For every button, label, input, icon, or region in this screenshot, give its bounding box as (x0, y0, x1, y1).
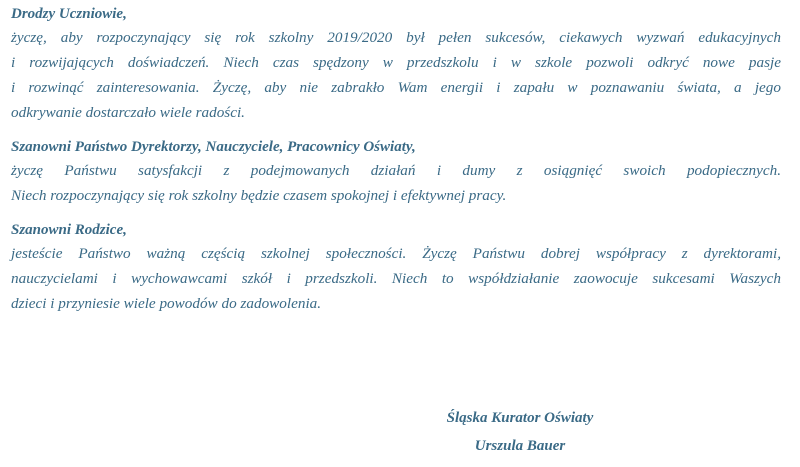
greeting-students: Drodzy Uczniowie, (11, 6, 127, 22)
paragraph-line: nauczycielami i wychowawcami szkół i przedszkoli. Niech to współdziałanie zaowocuje sukcesami Waszych (11, 270, 781, 287)
paragraph-line: i rozwinąć zainteresowania. Życzę, aby nie zabrakło Wam energii i zapału w poznawaniu świata, a jego (11, 79, 781, 96)
greeting-parents: Szanowni Rodzice, (11, 222, 127, 238)
greeting-staff: Szanowni Państwo Dyrektorzy, Nauczyciele, Pracownicy Oświaty, (11, 139, 416, 155)
paragraph-line: jesteście Państwo ważną częścią szkolnej społeczności. Życzę Państwu dobrej współpracy z dyrektorami, (11, 245, 781, 262)
paragraph-line: życzę, aby rozpoczynający się rok szkolny 2019/2020 był pełen sukcesów, ciekawych wyzwań edukacyjnych (11, 29, 781, 46)
paragraph-line: Niech rozpoczynający się rok szkolny będzie czasem spokojnej i efektywnej pracy. (11, 187, 507, 204)
signature-name: Urszula Bauer (474, 438, 566, 454)
paragraph-line: odkrywanie dostarczało wiele radości. (11, 104, 245, 121)
paragraph-line: dzieci i przyniesie wiele powodów do zadowolenia. (11, 295, 322, 312)
section-staff (11, 137, 781, 208)
section-students (11, 4, 781, 125)
paragraph-line: i rozwijających doświadczeń. Niech czas spędzony w przedszkolu i w szkole pozwoli odkryć nowe pasje (11, 54, 781, 71)
signature-block (400, 404, 640, 460)
paragraph-line: życzę Państwu satysfakcji z podejmowanych działań i dumy z osiągnięć swoich podopiecznych. (11, 162, 781, 179)
letter-body (11, 4, 781, 328)
signature-title: Śląska Kurator Oświaty (446, 410, 594, 426)
section-parents (11, 220, 781, 316)
